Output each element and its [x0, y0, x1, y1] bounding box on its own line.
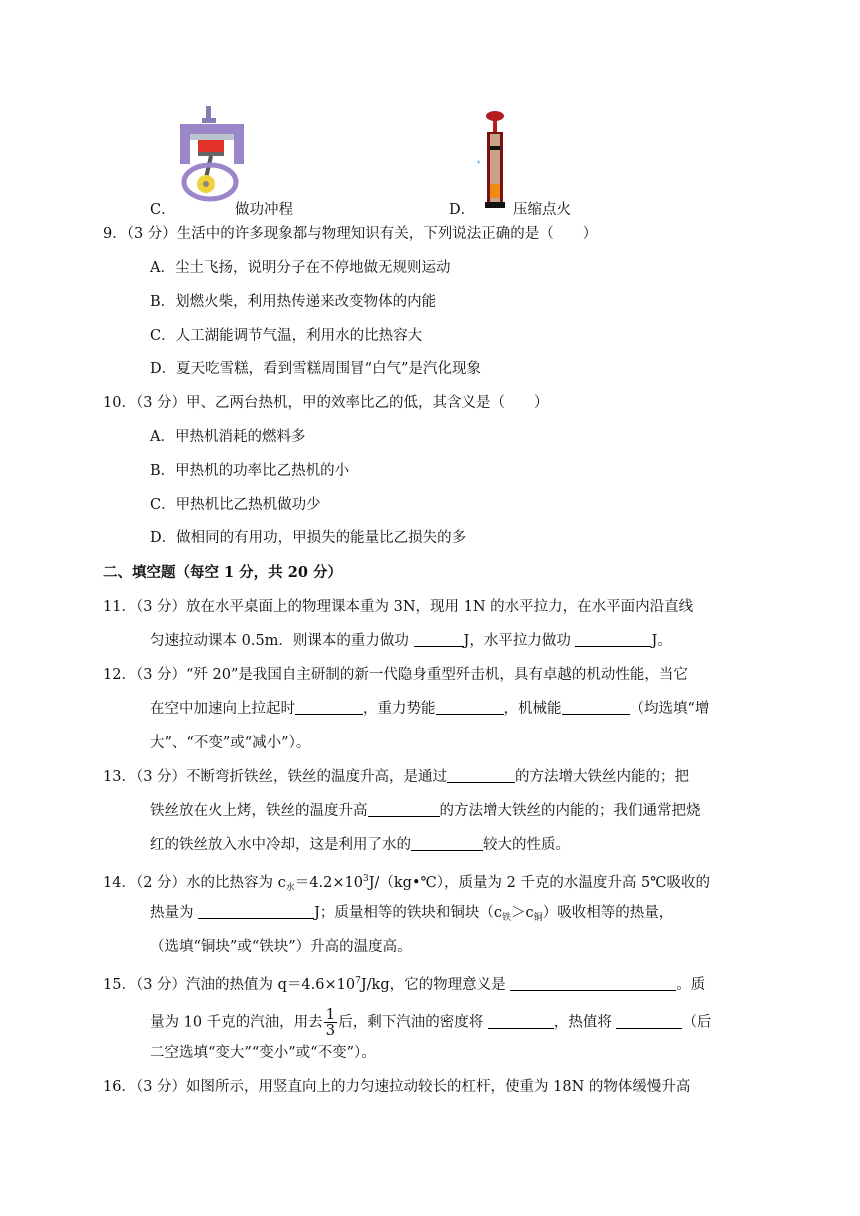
q9-option-b: B．划燃火柴，利用热传递来改变物体的内能: [150, 294, 437, 310]
option-c-letter: C．: [150, 202, 176, 218]
q10-option-c: C．甲热机比乙热机做功少: [150, 497, 321, 513]
q15-line-3: 二空选填“变大”“变小”或“不变”）。: [150, 1045, 376, 1061]
q12-line-1: 12．（3 分）“歼 20”是我国自主研制的新一代隐身重型歼击机，具有卓越的机动性能，当它: [103, 667, 688, 683]
q16-line-1: 16．（3 分）如图所示，用竖直向上的力匀速拉动较长的杠杆，使重为 18N 的物体缓慢升高: [103, 1079, 691, 1095]
q15-blank-2[interactable]: [488, 1014, 554, 1029]
q10-option-b: B．甲热机的功率比乙热机的小: [150, 463, 350, 479]
q10-stem: 10．（3 分）甲、乙两台热机，甲的效率比乙的低，其含义是（ ）: [103, 395, 549, 411]
option-c-text: 做功冲程: [235, 202, 293, 218]
q13-blank-2[interactable]: [368, 802, 440, 817]
q15-line-2: 量为 10 千克的汽油，用去 $\frac{1}{3}$ 后，剩下汽油的密度将 ，热值将 （后: [150, 1005, 712, 1039]
q12-line-3: 大”、“不变”或“减小”）。: [150, 735, 311, 751]
q12-blank-1[interactable]: [295, 700, 363, 715]
q13-line-2: 铁丝放在火上烤，铁丝的温度升高 的方法增大铁丝的内能的；我们通常把烧: [150, 803, 701, 819]
engine-stroke-figure: [176, 106, 248, 202]
q14-line-1: 14．（2 分）水的比热容为 $c_水=4.2\times 10^3J/(kg•℃)$，质量为 2 千克的水温度升高 5℃吸收的: [103, 874, 710, 893]
q11-line-2: 匀速拉动课本 0.5m．则课本的重力做功 J，水平拉力做功 J。: [150, 633, 672, 649]
option-d-text: 压缩点火: [513, 202, 571, 218]
q13-blank-3[interactable]: [411, 836, 483, 851]
q10-option-a: A．甲热机消耗的燃料多: [150, 429, 306, 445]
section-heading: 二、填空题（每空 1 分，共 20 分）: [103, 564, 342, 581]
q12-blank-3[interactable]: [562, 700, 630, 715]
q9-stem: 9．（3 分）生活中的许多现象都与物理知识有关，下列说法正确的是（ ）: [103, 226, 598, 242]
one-third-fraction: $\frac{1}{3}$: [325, 1005, 336, 1039]
q12-blank-2[interactable]: [436, 700, 504, 715]
q11-blank-2[interactable]: [575, 632, 651, 647]
q13-line-3: 红的铁丝放入水中冷却，这是利用了水的 较大的性质。: [150, 837, 570, 853]
q14-line-3: （选填“铜块”或“铁块”）升高的温度高。: [150, 939, 412, 955]
compression-ignition-figure: [476, 110, 512, 210]
q15-blank-3[interactable]: [616, 1014, 682, 1029]
q9-option-c: C．人工湖能调节气温，利用水的比热容大: [150, 328, 423, 344]
q9-option-a: A．尘土飞扬，说明分子在不停地做无规则运动: [150, 260, 451, 276]
q13-blank-1[interactable]: [447, 768, 515, 783]
option-d-letter: D．: [449, 202, 476, 218]
q11-line-1: 11．（3 分）放在水平桌面上的物理课本重为 3N，现用 1N 的水平拉力，在水平面内沿直线: [103, 599, 694, 615]
q9-option-d: D．夏天吃雪糕，看到雪糕周围冒“白气”是汽化现象: [150, 361, 481, 377]
svg-text:*: *: [477, 160, 481, 168]
q14-blank-1[interactable]: [198, 904, 314, 919]
q12-line-2: 在空中加速向上拉起时 ，重力势能 ，机械能 （均选填“增: [150, 701, 710, 717]
q15-blank-1[interactable]: [510, 976, 676, 991]
q14-line-2: 热量为 J；质量相等的铁块和铜块$(c_铁>c_铜)$吸收相等的热量，: [150, 905, 674, 923]
q15-line-1: 15．（3 分）汽油的热值为 $q=4.6\times 10^7J/kg$，它的物理意义是 。质: [103, 976, 706, 993]
q11-blank-1[interactable]: [414, 632, 464, 647]
q13-line-1: 13．（3 分）不断弯折铁丝，铁丝的温度升高，是通过 的方法增大铁丝内能的；把: [103, 769, 690, 785]
q10-option-d: D．做相同的有用功，甲损失的能量比乙损失的多: [150, 530, 467, 546]
